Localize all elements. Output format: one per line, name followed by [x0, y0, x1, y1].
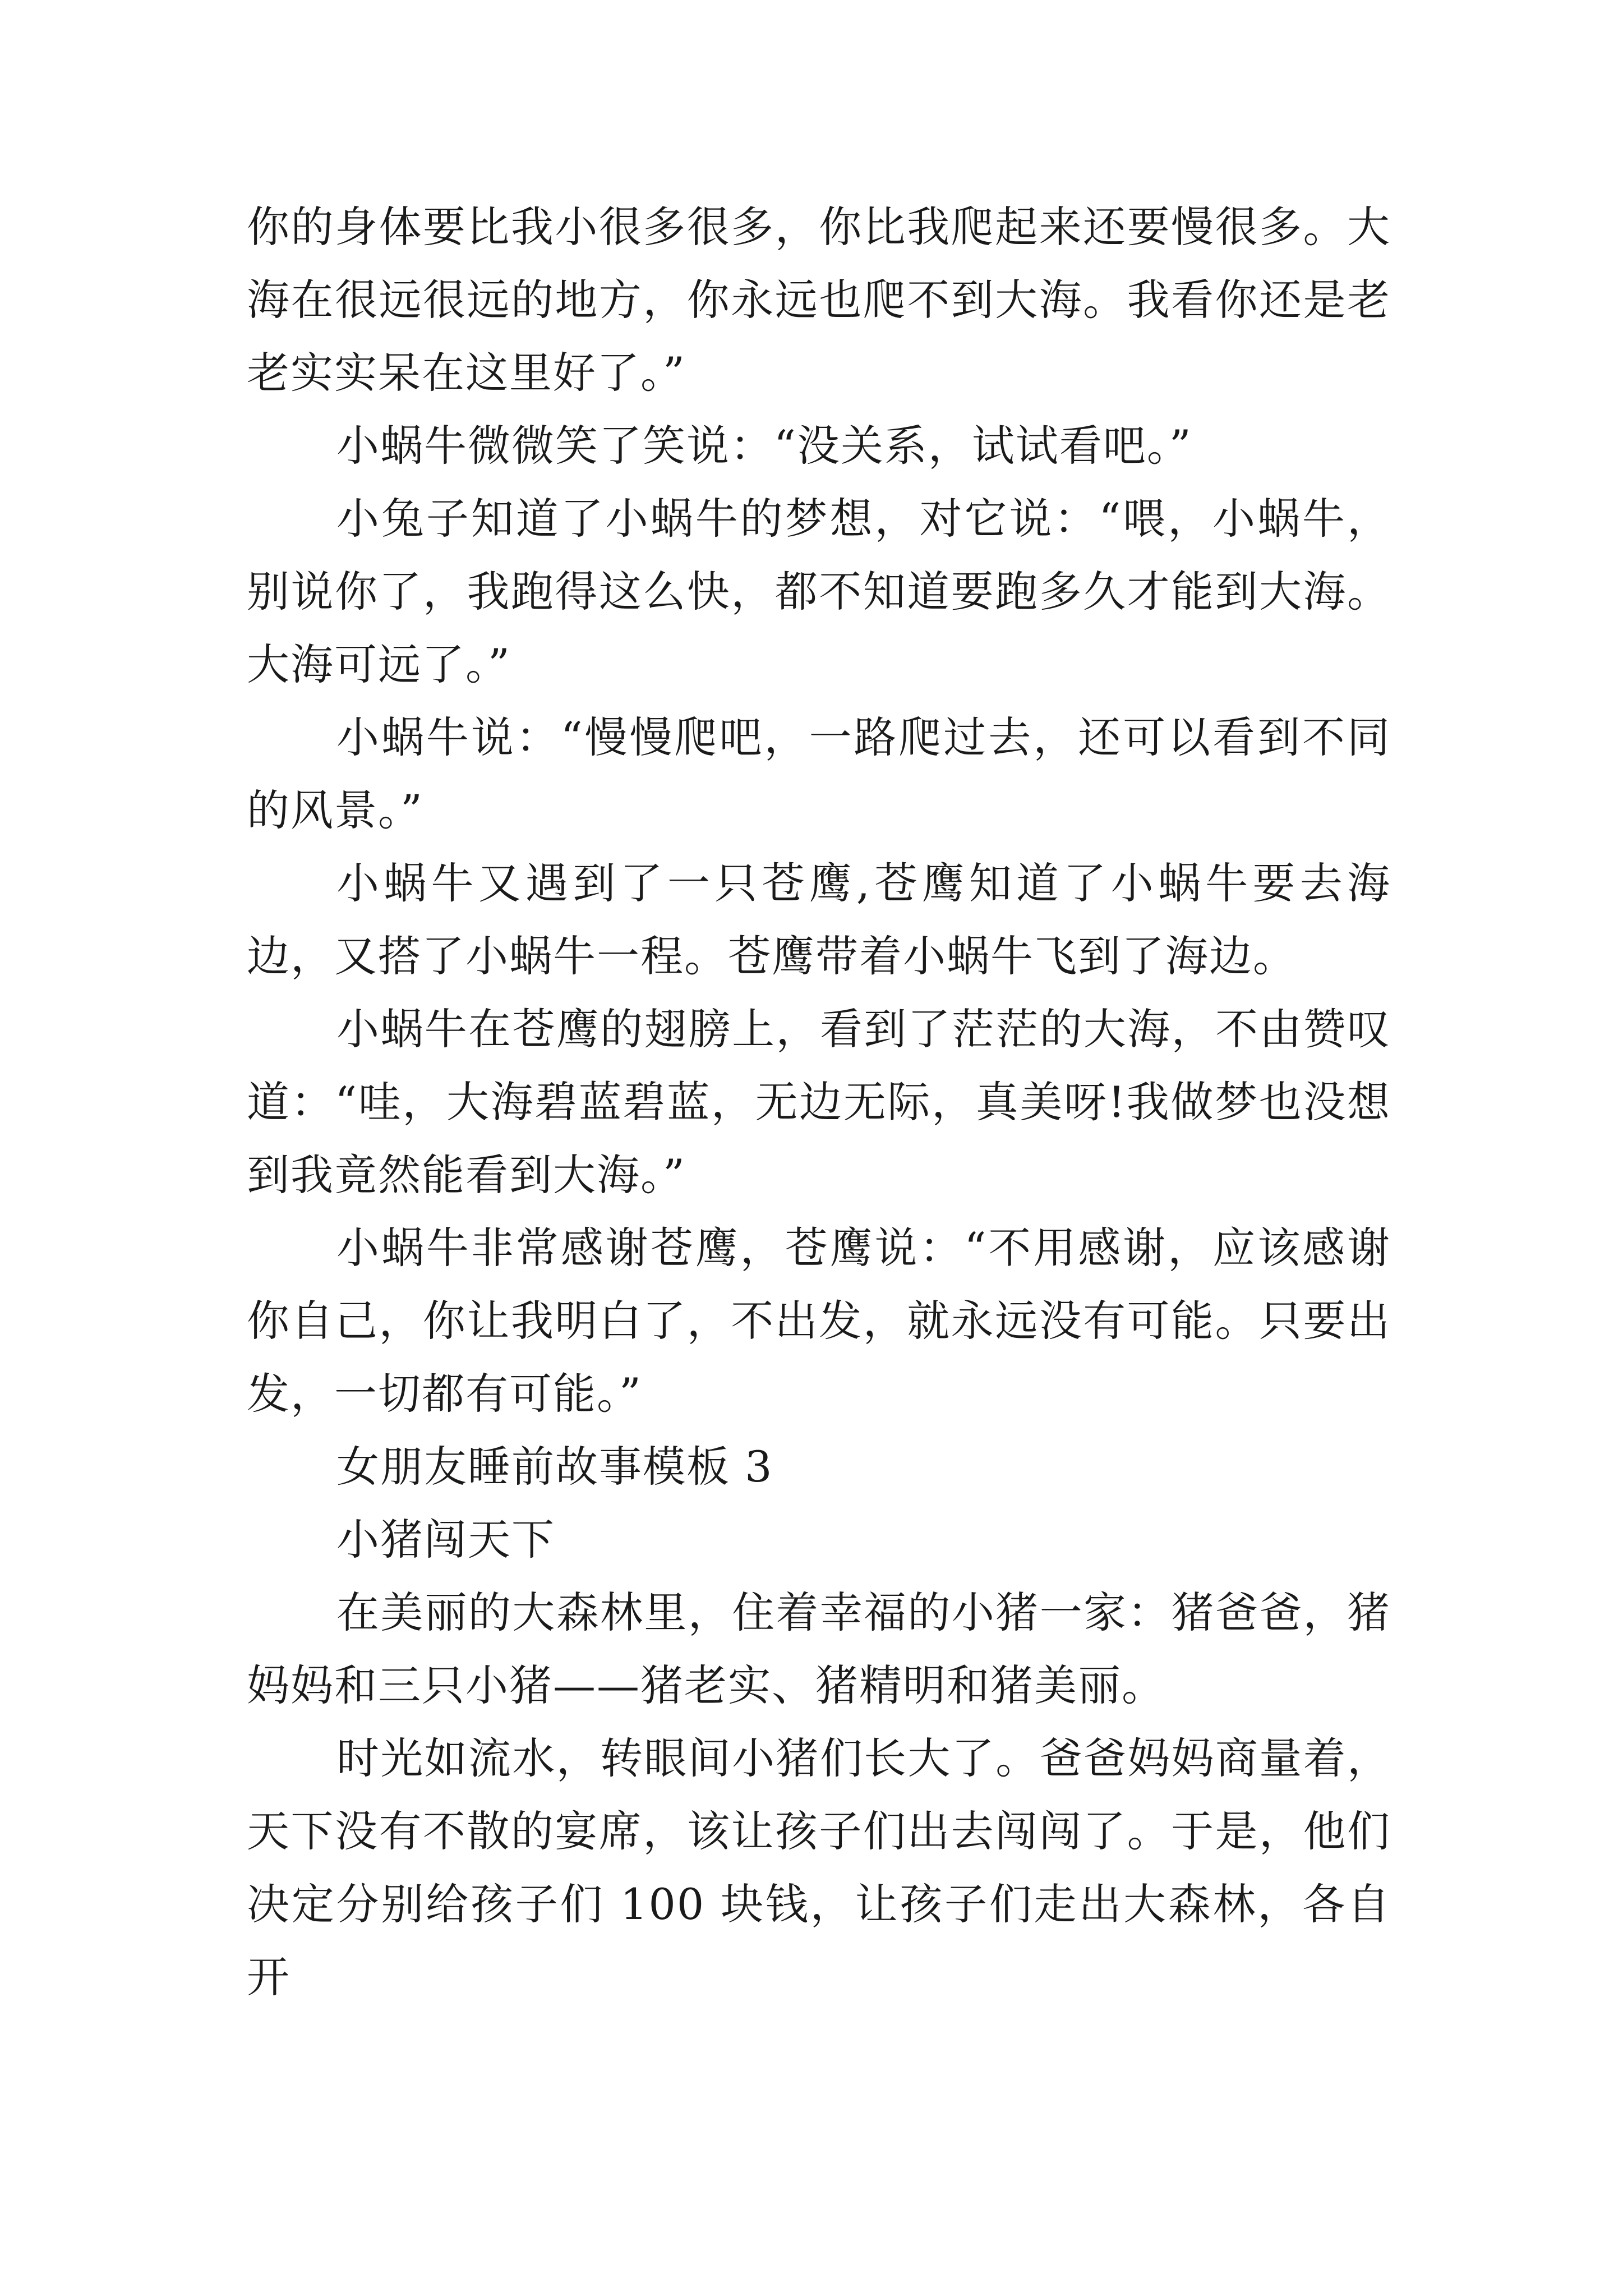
paragraph: 小兔子知道了小蜗牛的梦想，对它说：“喂，小蜗牛，别说你了，我跑得这么快，都不知道要跑多久才能到大海。大海可远了。” [247, 494, 1391, 689]
section-heading: 女朋友睡前故事模板 3 [336, 1442, 773, 1492]
paragraph: 小蜗牛非常感谢苍鹰，苍鹰说：“不用感谢，应该感谢你自己，你让我明白了，不出发，就永远没有可能。只要出发，一切都有可能。” [247, 1223, 1391, 1419]
paragraph: 时光如流水，转眼间小猪们长大了。爸爸妈妈商量着，天下没有不散的宴席，该让孩子们出去闯闯了。于是，他们决定分别给孩子们 100 块钱，让孩子们走出大森林，各自开 [247, 1733, 1391, 2002]
paragraph: 小蜗牛又遇到了一只苍鹰,苍鹰知道了小蜗牛要去海边，又搭了小蜗牛一程。苍鹰带着小蜗牛飞到了海边。 [247, 858, 1391, 981]
paragraph: 小蜗牛在苍鹰的翅膀上，看到了茫茫的大海，不由赞叹道：“哇，大海碧蓝碧蓝，无边无际，真美呀!我做梦也没想到我竟然能看到大海。” [247, 1004, 1391, 1200]
story-title: 小猪闯天下 [336, 1515, 555, 1565]
paragraph: 小蜗牛微微笑了笑说：“没关系，试试看吧。” [336, 421, 1192, 471]
paragraph: 在美丽的大森林里，住着幸福的小猪一家：猪爸爸，猪妈妈和三只小猪——猪老实、猪精明和猪美丽。 [247, 1588, 1391, 1710]
document-body [247, 191, 1391, 2014]
paragraph-continuation: 你的身体要比我小很多很多，你比我爬起来还要慢很多。大海在很远很远的地方，你永远也爬不到大海。我看你还是老老实实呆在这里好了。” [247, 202, 1391, 398]
paragraph: 小蜗牛说：“慢慢爬吧，一路爬过去，还可以看到不同的风景。” [247, 712, 1391, 835]
